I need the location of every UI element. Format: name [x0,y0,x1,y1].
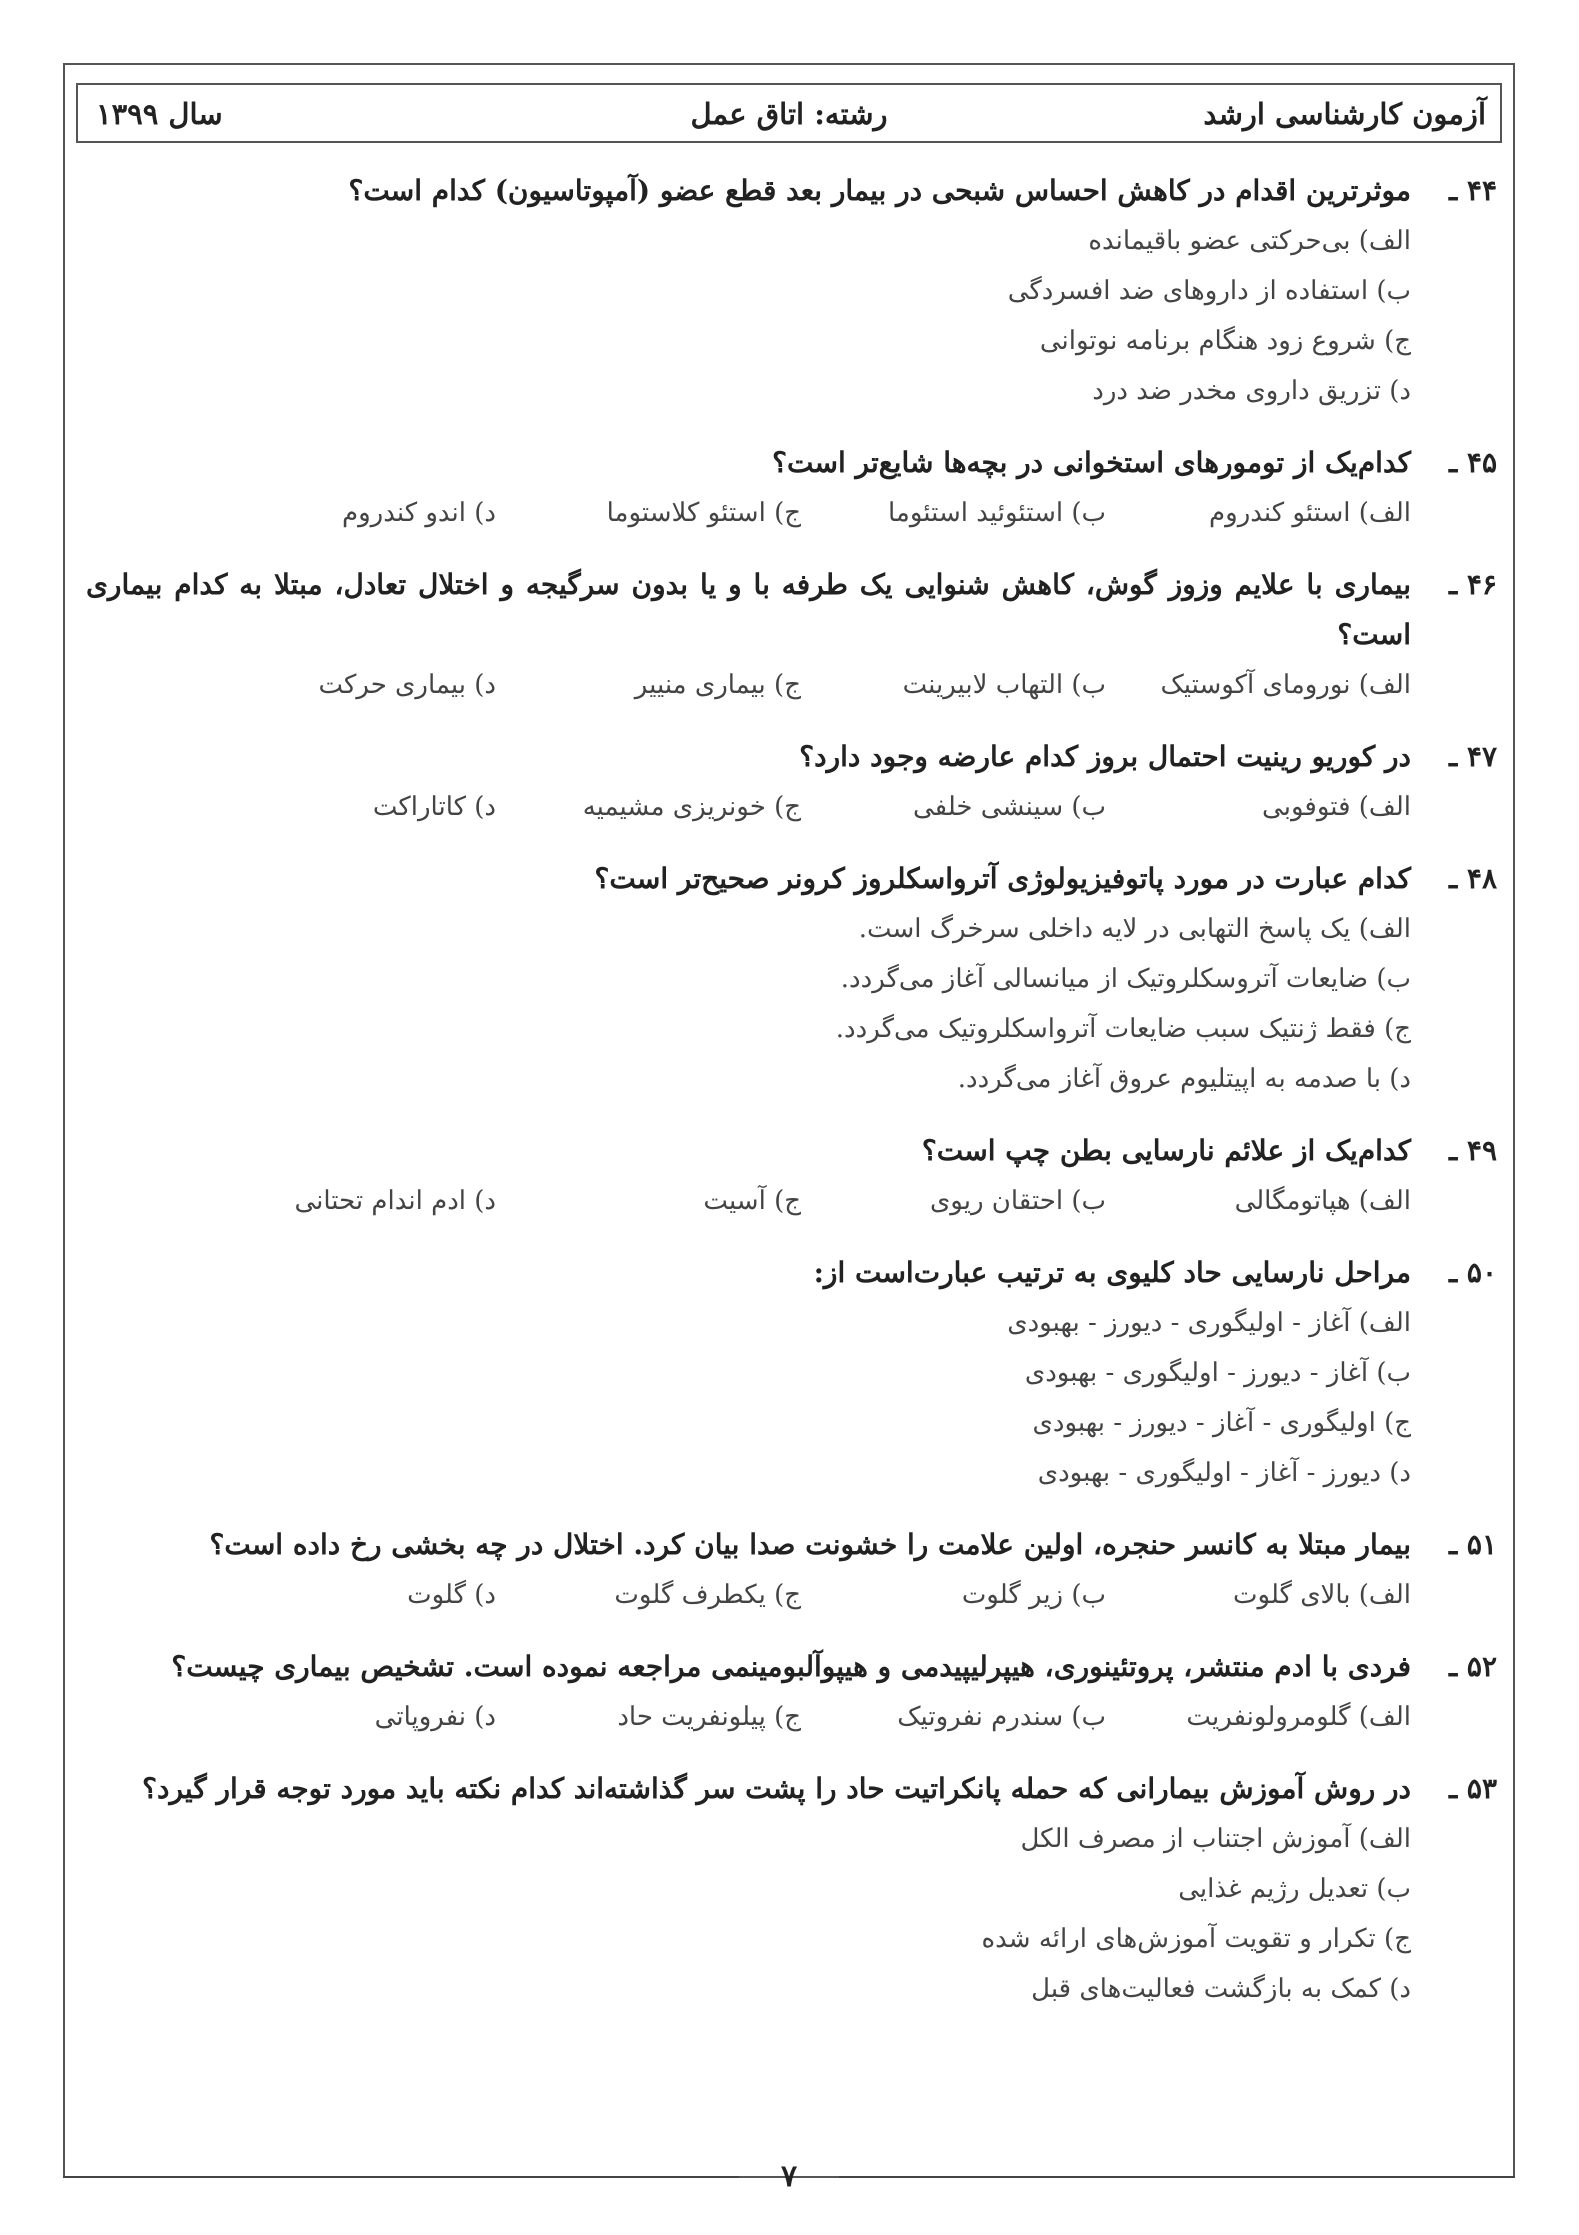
option-jim: ج) بیماری منییر [634,670,801,700]
question-51 [86,1520,1497,1620]
question-number: ۴۴ ـ [1448,174,1497,207]
option-be: ب) احتقان ریوی [929,1186,1106,1216]
options [86,216,1497,416]
footer-rule-left [63,2176,739,2178]
options [86,1176,1497,1226]
question-number: ۵۲ ـ [1448,1650,1497,1683]
option-jim: ج) آسیت [703,1186,801,1216]
option-alef: الف) آغاز - اولیگوری - دیورز - بهبودی [1007,1308,1411,1338]
option-dal: د) اندو کندروم [342,498,496,528]
options [86,488,1497,538]
option-dal: د) گلوت [407,1580,496,1610]
option-be: ب) ضایعات آتروسکلروتیک از میانسالی آغاز می‌گردد. [840,964,1411,994]
option-be: ب) سندرم نفروتیک [897,1702,1106,1732]
option-dal: د) با صدمه به اپیتلیوم عروق آغاز می‌گردد. [957,1064,1411,1094]
options [86,1814,1497,2014]
question-number: ۵۱ ـ [1448,1528,1497,1561]
question-number: ۵۰ ـ [1448,1256,1497,1289]
option-be: ب) استئوئید استئوما [888,498,1106,528]
option-dal: د) دیورز - آغاز - اولیگوری - بهبودی [1037,1458,1411,1488]
question-number: ۵۳ ـ [1448,1772,1497,1805]
option-alef: الف) بالای گلوت [1233,1580,1411,1610]
option-alef: الف) فتوفوبی [1262,792,1411,822]
option-jim: ج) شروع زود هنگام برنامه نوتوانی [1039,326,1411,356]
options [86,1692,1497,1742]
question-48 [86,854,1497,1104]
option-alef: الف) استئو کندروم [1209,498,1411,528]
page-footer [63,2159,1515,2194]
question-text: بیمار مبتلا به کانسر حنجره، اولین علامت را خشونت صدا بیان کرد. اختلال در چه بخشی رخ داده است؟ [209,1528,1411,1561]
question-number: ۴۷ ـ [1448,740,1497,773]
options [86,782,1497,832]
options [86,1298,1497,1498]
question-list [86,166,1497,2036]
option-dal: د) نفروپاتی [374,1702,496,1732]
exam-year: سال ۱۳۹۹ [96,97,223,131]
question-50 [86,1248,1497,1498]
option-dal: د) بیماری حرکت [318,670,496,700]
question-number: ۴۶ ـ [1448,568,1497,601]
option-be: ب) التهاب لابیرینت [902,670,1106,700]
option-jim: ج) فقط ژنتیک سبب ضایعات آترواسکلروتیک می‌گردد. [835,1014,1411,1044]
question-text: مراحل نارسایی حاد کلیوی به ترتیب عبارت‌است از: [813,1256,1411,1289]
question-text: موثرترین اقدام در کاهش احساس شبحی در بیمار بعد قطع عضو (آمپوتاسیون) کدام است؟ [348,174,1411,207]
question-44 [86,166,1497,416]
question-text: کدام‌یک از تومورهای استخوانی در بچه‌ها شایع‌تر است؟ [772,446,1411,479]
option-jim: ج) خونریزی مشیمیه [582,792,801,822]
option-be: ب) سینشی خلفی [913,792,1106,822]
option-dal: د) تزریق داروی مخدر ضد درد [1092,376,1411,406]
question-53 [86,1764,1497,2014]
option-alef: الف) آموزش اجتناب از مصرف الکل [1020,1824,1411,1854]
option-be: ب) استفاده از داروهای ضد افسردگی [1007,276,1411,306]
footer-rule-right [839,2176,1515,2178]
option-dal: د) کمک به بازگشت فعالیت‌های قبل [1031,1974,1411,2004]
option-jim: ج) استئو کلاستوما [606,498,801,528]
option-alef: الف) نورومای آکوستیک [1160,670,1411,700]
question-45 [86,438,1497,538]
question-47 [86,732,1497,832]
question-52 [86,1642,1497,1742]
question-text: کدام‌یک از علائم نارسایی بطن چپ است؟ [921,1134,1411,1167]
options [86,660,1497,710]
question-text: کدام عبارت در مورد پاتوفیزیولوژی آترواسکلروز کرونر صحیح‌تر است؟ [594,862,1411,895]
exam-field: رشته: اتاق عمل [690,97,888,131]
option-jim: ج) یکطرف گلوت [614,1580,801,1610]
options [86,904,1497,1104]
exam-title: آزمون کارشناسی ارشد [1203,97,1486,131]
option-alef: الف) یک پاسخ التهابی در لایه داخلی سرخرگ است. [858,914,1411,944]
question-49 [86,1126,1497,1226]
option-be: ب) زیر گلوت [961,1580,1106,1610]
option-be: ب) تعدیل رژیم غذایی [1178,1874,1411,1904]
option-jim: ج) اولیگوری - آغاز - دیورز - بهبودی [1032,1408,1411,1438]
question-text: بیماری با علایم وزوز گوش، کاهش شنوایی یک طرفه با و یا بدون سرگیجه و اختلال تعادل، مبتلا به کدام بیماری است؟ [86,568,1411,651]
exam-header [76,83,1502,143]
question-number: ۴۸ ـ [1448,862,1497,895]
option-alef: الف) گلومرولونفریت [1186,1702,1411,1732]
option-be: ب) آغاز - دیورز - اولیگوری - بهبودی [1024,1358,1411,1388]
options [86,1570,1497,1620]
option-alef: الف) هپاتومگالی [1234,1186,1411,1216]
option-jim: ج) پیلونفریت حاد [617,1702,801,1732]
option-dal: د) کاتاراکت [372,792,496,822]
option-jim: ج) تکرار و تقویت آموزش‌های ارائه شده [981,1924,1411,1954]
option-alef: الف) بی‌حرکتی عضو باقیمانده [1088,226,1411,256]
question-number: ۴۹ ـ [1448,1134,1497,1167]
question-number: ۴۵ ـ [1448,446,1497,479]
question-text: در روش آموزش بیمارانی که حمله پانکراتیت حاد را پشت سر گذاشته‌اند کدام نکته باید مورد توجه قرار گیرد؟ [142,1772,1411,1805]
option-dal: د) ادم اندام تحتانی [294,1186,496,1216]
question-46 [86,560,1497,710]
question-text: در کوریو رینیت احتمال بروز کدام عارضه وجود دارد؟ [799,740,1411,773]
question-text: فردی با ادم منتشر، پروتئینوری، هیپرلیپیدمی و هیپوآلبومینمی مراجعه نموده است. تشخیص بیماری چیست؟ [171,1650,1411,1683]
page-number: ۷ [780,2159,798,2194]
